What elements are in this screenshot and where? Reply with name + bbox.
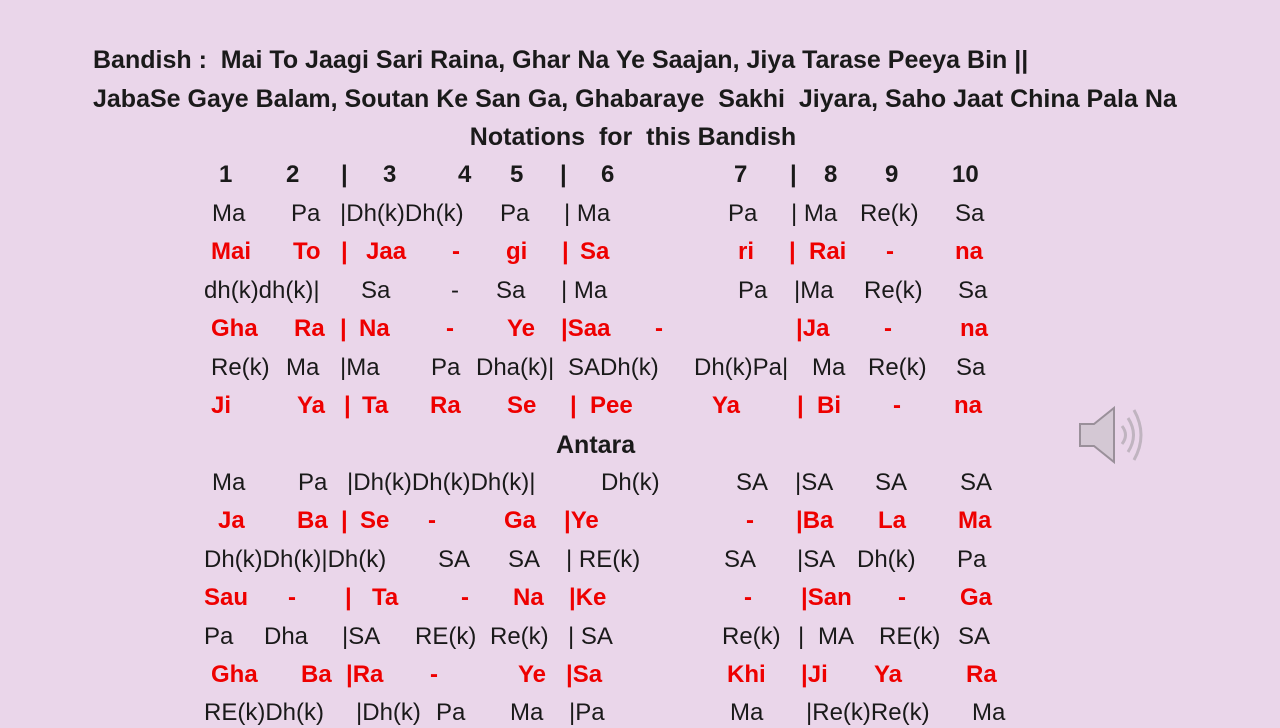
lyric-syllable: Ye [507, 315, 536, 342]
swara-note: |Dh(k)Dh(k)Dh(k)| [347, 469, 536, 496]
lyric-syllable: Ya [712, 392, 741, 419]
swara-note: Pa [738, 277, 768, 304]
lyric-syllable: Ja [218, 507, 245, 534]
lyric-syllable: | [570, 392, 577, 419]
swara-note: - [451, 277, 459, 304]
swara-note: Sa [955, 200, 985, 227]
lyric-syllable: Ya [874, 661, 903, 688]
swara-note: Re(k) [868, 354, 927, 381]
swara-note: RE(k)Dh(k) [204, 699, 324, 726]
lyric-syllable: - [446, 315, 454, 342]
swara-note: Re(k) [864, 277, 923, 304]
swara-note: SADh(k) [568, 354, 659, 381]
antara-heading: Antara [556, 431, 636, 459]
beat-number: 5 [510, 161, 524, 188]
lyric-syllable: Ga [960, 584, 993, 611]
swara-note: |Ma [794, 277, 834, 304]
lyric-syllable: - [452, 238, 460, 265]
lyric-syllable: - [893, 392, 901, 419]
swara-note: Sa [956, 354, 986, 381]
lyric-syllable: | [797, 392, 804, 419]
swara-note: Dh(k)Dh(k)|Dh(k) [204, 546, 387, 573]
swara-note: | [798, 623, 805, 650]
bandish-second-line: JabaSe Gaye Balam, Soutan Ke San Ga, Ghabaraye Sakhi Jiyara, Saho Jaat China Pala Na [93, 85, 1177, 113]
lyric-syllable: |Ye [564, 507, 599, 534]
swara-note: |Dh(k)Dh(k) [340, 200, 464, 227]
swara-note: SA [438, 546, 471, 573]
swara-note: RE(k) [879, 623, 941, 650]
swara-note: Ma [812, 354, 846, 381]
lyric-syllable: - [886, 238, 894, 265]
speaker-volume-icon[interactable] [1074, 402, 1148, 468]
swara-note: Re(k) [860, 200, 919, 227]
lyric-syllable: Gha [211, 661, 258, 688]
swara-note: |Dh(k) [356, 699, 421, 726]
lyric-syllable: | [562, 238, 569, 265]
lyric-syllable: Bi [817, 392, 841, 419]
lyric-syllable: Ra [294, 315, 325, 342]
swara-note: Ma [730, 699, 764, 726]
beat-number: 10 [952, 161, 979, 188]
swara-note: MA [818, 623, 854, 650]
lyric-syllable: na [960, 315, 989, 342]
swara-note: SA [508, 546, 541, 573]
swara-note: SA [960, 469, 993, 496]
lyric-syllable: Ta [362, 392, 389, 419]
beat-number: 3 [383, 161, 397, 188]
swara-note: Pa [436, 699, 466, 726]
lyric-syllable: na [955, 238, 984, 265]
lyric-syllable: |Ja [796, 315, 830, 342]
lyric-syllable: Na [513, 584, 544, 611]
lyric-syllable: Mai [211, 238, 252, 265]
swara-note: Pa [957, 546, 987, 573]
swara-note: Pa [431, 354, 461, 381]
swara-note: | Ma [564, 200, 611, 227]
lyric-syllable: Ye [518, 661, 547, 688]
swara-note: Pa [291, 200, 321, 227]
swara-note: Ma [212, 469, 246, 496]
swara-note: |SA [342, 623, 381, 650]
swara-note: Sa [361, 277, 391, 304]
lyric-syllable: |Ra [346, 661, 384, 688]
swara-note: | RE(k) [566, 546, 641, 573]
swara-note: |Ma [340, 354, 380, 381]
swara-note: Pa [728, 200, 758, 227]
lyric-syllable: |San [801, 584, 852, 611]
lyric-syllable: - [428, 507, 436, 534]
lyric-syllable: Ra [430, 392, 461, 419]
swara-note: Pa [298, 469, 328, 496]
lyric-syllable: |Ba [796, 507, 834, 534]
lyric-syllable: Ma [958, 507, 992, 534]
notations-heading: Notations for this Bandish [469, 123, 797, 151]
lyric-syllable: | [789, 238, 796, 265]
swara-note: dh(k)dh(k)| [204, 277, 320, 304]
lyric-syllable: gi [506, 238, 528, 265]
beat-number: 9 [885, 161, 899, 188]
beat-number: | [560, 161, 567, 188]
lyric-syllable: Na [359, 315, 390, 342]
lyric-syllable: Ji [211, 392, 232, 419]
swara-note: Ma [510, 699, 544, 726]
lyric-syllable: na [954, 392, 983, 419]
lyric-syllable: | [341, 507, 348, 534]
lyric-syllable: Jaa [366, 238, 407, 265]
swara-note: SA [958, 623, 991, 650]
swara-note: Ma [972, 699, 1006, 726]
swara-note: Dha(k)| [476, 354, 555, 381]
beat-number: | [341, 161, 348, 188]
beat-number: 4 [458, 161, 472, 188]
swara-note: Dh(k)Pa| [694, 354, 789, 381]
lyric-syllable: Pee [590, 392, 633, 419]
lyric-syllable: Ba [301, 661, 332, 688]
swara-note: |Re(k)Re(k) [806, 699, 930, 726]
lyric-syllable: |Sa [566, 661, 603, 688]
swara-note: | Ma [561, 277, 608, 304]
lyric-syllable: - [884, 315, 892, 342]
lyric-syllable: To [293, 238, 321, 265]
lyric-syllable: Se [507, 392, 537, 419]
lyric-syllable: Sa [580, 238, 610, 265]
lyric-syllable: Rai [809, 238, 847, 265]
beat-number: | [790, 161, 797, 188]
lyric-syllable: - [461, 584, 469, 611]
swara-note: Re(k) [722, 623, 781, 650]
lyric-syllable: - [430, 661, 438, 688]
swara-note: SA [736, 469, 769, 496]
bandish-title-line: Bandish : Mai To Jaagi Sari Raina, Ghar Na Ye Saajan, Jiya Tarase Peeya Bin || [93, 46, 1029, 74]
lyric-syllable: |Ji [801, 661, 828, 688]
beat-number: 2 [286, 161, 300, 188]
lyric-syllable: - [655, 315, 663, 342]
lyric-syllable: |Saa [561, 315, 611, 342]
swara-note: Pa [204, 623, 234, 650]
lyric-syllable: - [898, 584, 906, 611]
swara-note: SA [875, 469, 908, 496]
swara-note: | SA [568, 623, 613, 650]
swara-note: Dh(k) [857, 546, 916, 573]
swara-note: |Pa [569, 699, 605, 726]
lyric-syllable: Khi [727, 661, 766, 688]
swara-note: |SA [797, 546, 836, 573]
beat-number: 1 [219, 161, 233, 188]
swara-note: Ma [212, 200, 246, 227]
lyric-syllable: Gha [211, 315, 258, 342]
lyric-syllable: | [341, 238, 348, 265]
beat-number: 8 [824, 161, 838, 188]
swara-note: Re(k) [211, 354, 270, 381]
swara-note: Dha [264, 623, 309, 650]
lyric-syllable: Se [360, 507, 390, 534]
swara-note: Re(k) [490, 623, 549, 650]
swara-note: SA [724, 546, 757, 573]
swara-note: Ma [286, 354, 320, 381]
lyric-syllable: | [345, 584, 352, 611]
beat-number: 7 [734, 161, 748, 188]
lyric-syllable: Ga [504, 507, 537, 534]
lyric-syllable: - [288, 584, 296, 611]
swara-note: Sa [496, 277, 526, 304]
swara-note: Sa [958, 277, 988, 304]
lyric-syllable: - [746, 507, 754, 534]
lyric-syllable: Ba [297, 507, 328, 534]
beat-number: 6 [601, 161, 615, 188]
lyric-syllable: Sau [204, 584, 249, 611]
lyric-syllable: Ra [966, 661, 997, 688]
swara-note: Pa [500, 200, 530, 227]
lyric-syllable: - [744, 584, 752, 611]
lyric-syllable: La [878, 507, 907, 534]
swara-note: | Ma [791, 200, 838, 227]
lyric-syllable: |Ke [569, 584, 607, 611]
swara-note: Dh(k) [601, 469, 660, 496]
swara-note: |SA [795, 469, 834, 496]
lyric-syllable: | [344, 392, 351, 419]
lyric-syllable: Ya [297, 392, 326, 419]
lyric-syllable: Ta [372, 584, 399, 611]
lyric-syllable: ri [738, 238, 755, 265]
lyric-syllable: | [340, 315, 347, 342]
swara-note: RE(k) [415, 623, 477, 650]
